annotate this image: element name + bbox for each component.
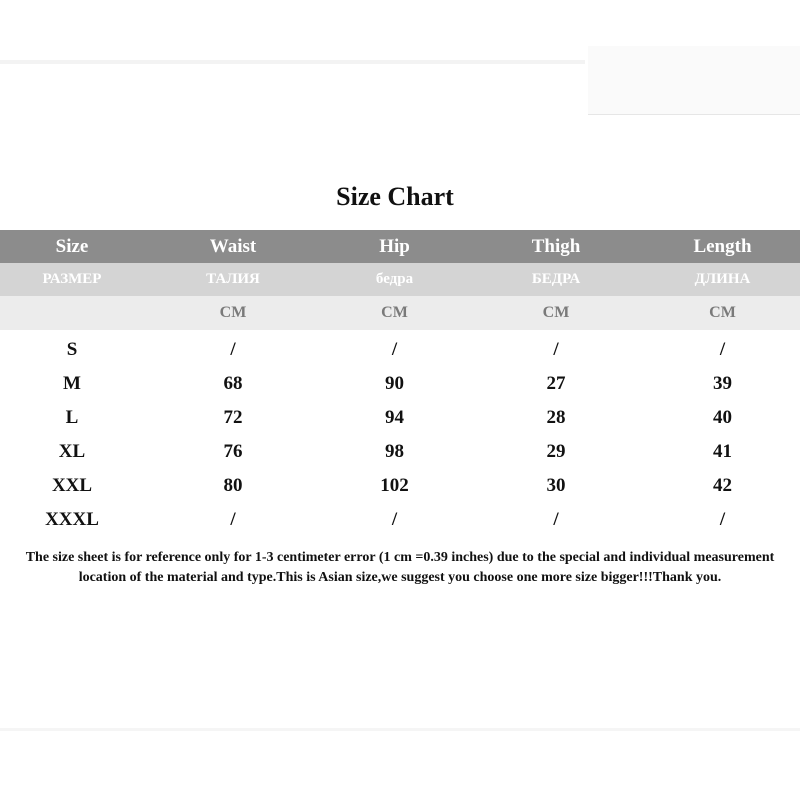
length-cell: 42 — [713, 475, 732, 496]
size-cell: M — [63, 373, 81, 394]
table-row — [0, 367, 800, 401]
size-disclaimer-note: The size sheet is for reference only for 1-3 centimeter error (1 cm =0.39 inches) due to the special and individual measurement location of the material and type.This is Asian size,we suggest you choose one more size bigger!!!Thank you. — [25, 550, 775, 585]
length-cell: / — [719, 509, 726, 530]
thigh-cell: / — [553, 509, 559, 530]
page-title: Size Chart — [336, 182, 454, 211]
size-cell: L — [65, 407, 79, 428]
thigh-cell: 27 — [546, 373, 566, 394]
bottom-divider-strip — [0, 728, 800, 731]
russian-label-row — [0, 263, 800, 296]
russian-label-waist: ТАЛИЯ — [206, 271, 260, 287]
russian-label-hip: бедра — [375, 271, 414, 287]
unit-thigh: CM — [542, 304, 570, 321]
table-header-row — [0, 230, 800, 263]
unit-waist: CM — [219, 304, 247, 321]
length-cell: / — [719, 339, 726, 360]
hip-cell: / — [391, 509, 398, 530]
size-cell: XXXL — [45, 509, 99, 530]
unit-length: CM — [709, 304, 736, 321]
size-cell: XL — [58, 441, 86, 462]
column-header-waist: Waist — [209, 235, 257, 257]
hip-cell: 94 — [385, 407, 404, 428]
column-header-length: Length — [693, 235, 752, 257]
size-cell: XXL — [51, 475, 93, 496]
hip-cell: 102 — [380, 475, 409, 496]
column-header-thigh: Thigh — [531, 235, 581, 257]
thigh-cell: / — [553, 339, 559, 360]
table-row — [0, 401, 800, 435]
top-divider-strip — [0, 60, 585, 64]
length-cell: 40 — [713, 407, 732, 428]
column-header-hip: Hip — [379, 235, 410, 257]
hip-cell: / — [391, 339, 398, 360]
russian-label-size: РАЗМЕР — [42, 271, 102, 287]
waist-cell: 76 — [223, 441, 243, 462]
waist-cell: / — [230, 509, 236, 530]
russian-label-thigh: БЕДРА — [531, 271, 581, 287]
size-cell: S — [66, 339, 78, 360]
top-right-panel — [588, 46, 800, 115]
waist-cell: / — [230, 339, 236, 360]
waist-cell: 72 — [223, 407, 243, 428]
table-row — [0, 333, 800, 367]
table-row — [0, 435, 800, 469]
length-cell: 39 — [713, 373, 732, 394]
column-header-size: Size — [55, 235, 89, 257]
thigh-cell: 29 — [546, 441, 566, 462]
table-row — [0, 503, 800, 537]
unit-hip: CM — [381, 304, 408, 321]
thigh-cell: 30 — [546, 475, 566, 496]
waist-cell: 68 — [223, 373, 243, 394]
russian-label-length: ДЛИНА — [694, 271, 751, 287]
length-cell: 41 — [713, 441, 732, 462]
waist-cell: 80 — [223, 475, 243, 496]
unit-row — [0, 296, 800, 330]
hip-cell: 90 — [385, 373, 404, 394]
thigh-cell: 28 — [546, 407, 566, 428]
hip-cell: 98 — [385, 441, 404, 462]
table-row — [0, 469, 800, 503]
